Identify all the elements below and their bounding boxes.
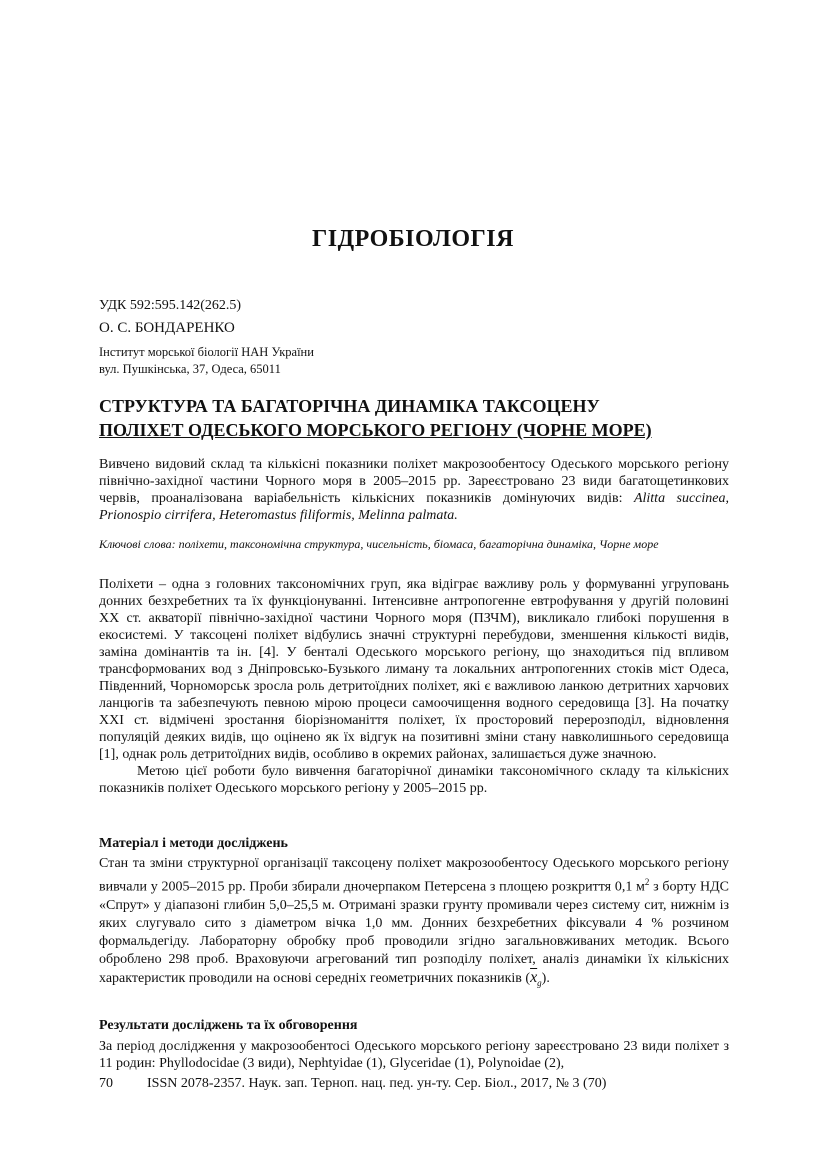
geometric-mean-formula [530,968,542,988]
udc-code: УДК 592:595.142(262.5) [99,298,242,313]
methods-superscript: 2 [644,877,650,887]
abstract-species: Alitta succinea, Prionospio cirrifera, Heteromastus filiformis, Melinna palmata. [99,491,730,523]
keywords: Ключові слова: поліхети, таксономічна структура, чисельність, біомаса, багаторічна динаміка, Чорне море [99,537,659,551]
methods-text-c: ). [541,970,550,986]
affiliation [99,344,314,378]
intro-paragraph-1: Поліхети – одна з головних таксономічних груп, яка відіграє важливу роль у формуванні угруповань донних безхребетних та їх функціонуванні. Інтенсивне антропогенне евтрофування у другій половині XX ст. акваторії північно-західної частини Чорного моря (ПЗЧМ), викликало глибокі порушення в екосистемі. У таксоцені поліхет відбулись значні структурні перебудови, зменшення кількості видів, заміна домінантів та ін. [4]. У бенталі Одеського морського регіону, що знаходиться під впливом трансформованих вод з Дніпровсько-Бузького лиману та локальних антропогенних стоків міст Одеса, Південний, Чорноморськ зросла роль детритоїдних поліхет, які є важливою ланкою детритних харчових ланцюгів та забезпечують певною мірою процеси самоочищення водного середовища [3]. На початку XXI ст. відмічені зростання біорізноманіття поліхет, їх просторовий перерозподіл, відновлення популяцій деяких видів, що оцінено як їх відгук на позитивні зміни стану навколишнього середовища [1], однак роль детритоїдних видів, особливо в окремих районах, залишається дуже значною. [99,577,729,762]
intro-paragraph-2: Метою цієї роботи було вивчення багаторічної динаміки таксономічного складу та кількісних показників поліхет Одеського морського регіону у 2005–2015 рр. [99,764,729,796]
journal-info: ISSN 2078-2357. Наук. зап. Терноп. нац. пед. ун-ту. Сер. Біол., 2017, № 3 (70) [147,1076,607,1091]
methods-text-a: Стан та зміни структурної організації таксоцену поліхет макрозообентосу Одеського морського регіону вивчали у 2005–2015 рр. Проби збирали дночерпаком Петерсена з площею розкриття 0,1 м [99,856,729,895]
paper-title-line-1: СТРУКТУРА ТА БАГАТОРІЧНА ДИНАМІКА ТАКСОЦЕНУ [99,396,600,416]
page-number: 70 [99,1076,113,1091]
methods-text [99,855,729,991]
affiliation-address: вул. Пушкінська, 37, Одеса, 65011 [99,362,281,376]
formula-x: $\overline{x}$ [530,968,538,986]
paper-title-line-2: ПОЛІХЕТ ОДЕСЬКОГО МОРСЬКОГО РЕГІОНУ (ЧОРНЕ МОРЕ) [99,420,652,440]
abstract [99,456,729,524]
results-heading: Результати досліджень та їх обговорення [99,1018,358,1033]
methods-text-b: з борту НДС «Спрут» у діапазоні глибин 5,0–25,5 м. Отримані зразки грунту промивали через систему сит, нижнім із яких слугувало сито з діаметром вічка 1,0 мм. Донних безхребетних фіксували 4 % розчином формальдегіду. Лабораторну обробку проб проводили згідно загальновживаних методик. Всього оброблено 298 проб. Враховуючи агрегований тип розподілу поліхет, аналіз динаміки їх кількісних характеристик проводили на основі середніх геометричних показників ( [99,879,729,986]
introduction [99,576,729,797]
methods-heading: Матеріал і методи досліджень [99,836,288,851]
paper-title [99,394,729,442]
formula-subscript: g [537,977,542,988]
results-text: За період дослідження у макрозообентосі Одеського морського регіону зареєстровано 23 види поліхет з 11 родин: Phyllodocidae (3 види), Nephtyidae (1), Glyceridae (1), Polynoidae (2), [99,1039,729,1071]
page-footer [99,1076,729,1092]
author-name: О. С. БОНДАРЕНКО [99,320,235,336]
abstract-text: Вивчено видовий склад та кількісні показники поліхет макрозообентосу Одеського морського регіону північно-західної частини Чорного моря в 2005–2015 рр. Зареєстровано 23 види багатощетинкових червів, проаналізована варіабельність кількісних показників домінуючих видів: [99,457,729,506]
section-title: ГІДРОБІОЛОГІЯ [312,226,514,252]
affiliation-institute: Інститут морської біології НАН України [99,345,314,359]
